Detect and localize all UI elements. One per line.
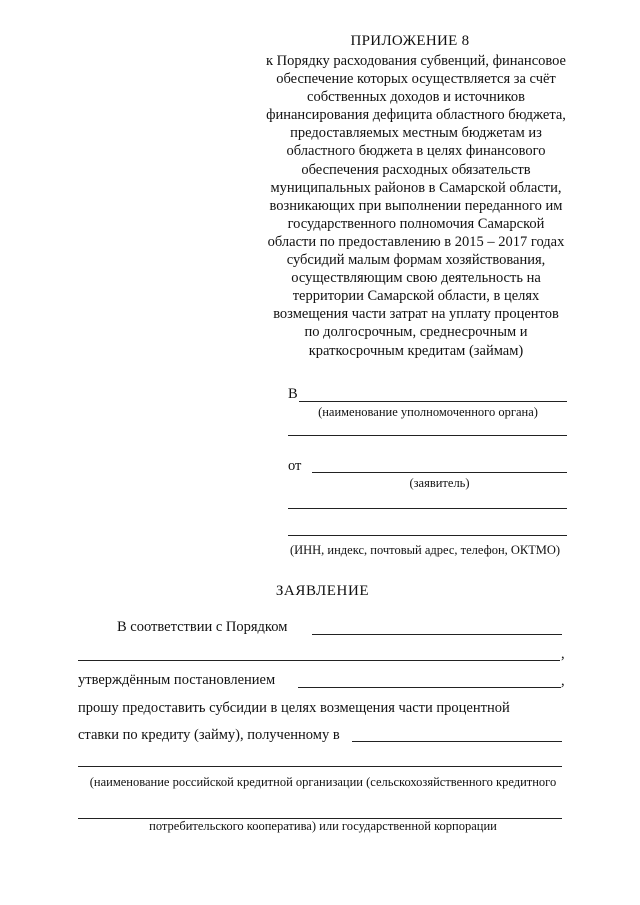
appendix-line: областного бюджета в целях финансового <box>286 143 546 160</box>
comma-1: , <box>561 646 565 662</box>
appendix-line: осуществляющим свою деятельность на <box>291 270 541 287</box>
appendix-line: предоставляемых местным бюджетам из <box>290 125 542 142</box>
appendix-title: ПРИЛОЖЕНИЕ 8 <box>350 33 470 49</box>
authority-name-field-2[interactable] <box>288 435 567 436</box>
applicant-details-field-1[interactable] <box>288 508 567 509</box>
appendix-line: субсидий малым формам хозяйствования, <box>286 252 546 269</box>
authority-caption: (наименование уполномоченного органа) <box>318 405 538 419</box>
to-prefix: В <box>288 386 298 402</box>
appendix-body <box>246 52 586 360</box>
appendix-line: обеспечение которых осуществляется за счёт <box>276 71 556 88</box>
appendix-line: по долгосрочным, среднесрочным и <box>304 324 528 341</box>
appendix-line: собственных доходов и источников <box>307 89 525 106</box>
comma-2: , <box>561 673 565 689</box>
applicant-details-field-2[interactable] <box>288 535 567 536</box>
credit-org-caption-1: (наименование российской кредитной организации (сельскохозяйственного кредитного <box>89 775 557 789</box>
application-line-1: В соответствии с Порядком <box>117 619 288 635</box>
appendix-line: обеспечения расходных обязательств <box>301 161 531 178</box>
credit-org-caption-2: потребительского кооператива) или государственной корпорации <box>149 819 497 833</box>
authority-name-field[interactable] <box>299 401 567 402</box>
procedure-field[interactable] <box>312 634 562 635</box>
applicant-caption: (заявитель) <box>409 476 470 490</box>
details-caption: (ИНН, индекс, почтовый адрес, телефон, ОКТМО) <box>289 543 561 557</box>
appendix-line: краткосрочным кредитам (займам) <box>308 342 524 359</box>
resolution-field[interactable] <box>298 687 561 688</box>
application-line-3: утверждённым постановлением <box>78 672 276 688</box>
appendix-line: муниципальных районов в Самарской области, <box>270 179 562 196</box>
appendix-line: финансирования дефицита областного бюджета, <box>266 107 566 124</box>
from-prefix: от <box>288 458 302 474</box>
application-heading: ЗАЯВЛЕНИЕ <box>275 583 370 599</box>
application-line-5: ставки по кредиту (займу), полученному в <box>78 727 340 743</box>
credit-organization-field-2[interactable] <box>78 766 562 767</box>
credit-organization-field[interactable] <box>352 741 562 742</box>
appendix-line: к Порядку расходования субвенций, финансовое <box>266 53 566 69</box>
appendix-line: территории Самарской области, в целях <box>292 288 540 305</box>
appendix-line: государственного полномочия Самарской <box>287 215 545 232</box>
procedure-field-2[interactable] <box>78 660 560 661</box>
applicant-field[interactable] <box>312 472 567 473</box>
application-line-4: прошу предоставить субсидии в целях возмещения части процентной <box>78 700 510 716</box>
appendix-line: возникающих при выполнении переданного им <box>269 197 563 214</box>
appendix-line: возмещения части затрат на уплату процентов <box>273 306 559 323</box>
appendix-line: области по предоставлению в 2015 – 2017 годах <box>267 233 565 250</box>
